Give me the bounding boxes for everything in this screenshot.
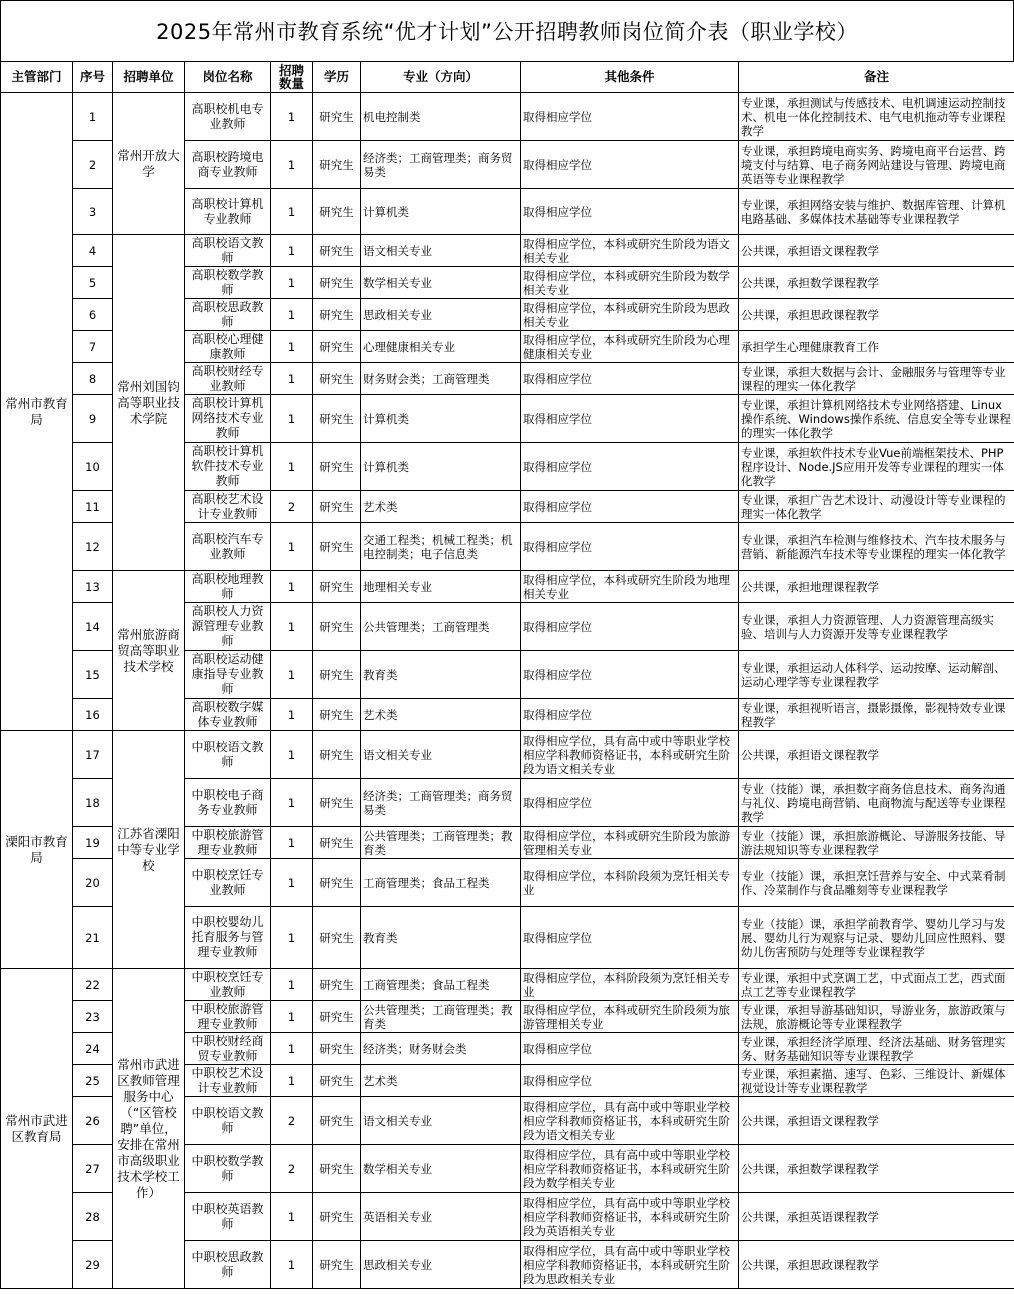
education: 研究生 <box>313 491 361 523</box>
major: 经济类；工商管理类；商务贸易类 <box>361 141 521 189</box>
hire-count: 2 <box>271 1145 313 1193</box>
education: 研究生 <box>313 1193 361 1241</box>
notes: 公共课，承担数学课程教学 <box>739 267 1014 299</box>
notes: 专业课，承担计算机网络技术专业网络搭建、Linux操作系统、Windows操作系统、信息安全等专业课程的理实一体化教学 <box>739 395 1014 443</box>
notes: 专业课，承担中式烹调工艺，中式面点工艺，西式面点工艺等专业课程教学 <box>739 969 1014 1001</box>
major: 交通工程类；机械工程类；机电控制类；电子信息类 <box>361 523 521 571</box>
education: 研究生 <box>313 267 361 299</box>
education: 研究生 <box>313 299 361 331</box>
education: 研究生 <box>313 1001 361 1033</box>
conditions: 取得相应学位 <box>521 779 739 827</box>
post-name: 高职校计算机专业教师 <box>185 189 271 235</box>
post-name: 中职校语文教师 <box>185 731 271 779</box>
header-major: 专业（方向） <box>361 62 521 93</box>
header-cond: 其他条件 <box>521 62 739 93</box>
header-note: 备注 <box>739 62 1014 93</box>
header-post: 岗位名称 <box>185 62 271 93</box>
major: 财务财会类；工商管理类 <box>361 363 521 395</box>
post-name: 高职校汽车专业教师 <box>185 523 271 571</box>
major: 艺术类 <box>361 699 521 731</box>
table-row <box>1 235 1014 267</box>
notes: 专业课，承担导游基础知识，导游业务，旅游政策与法规，旅游概论等专业课程教学 <box>739 1001 1014 1033</box>
row-number: 24 <box>73 1033 113 1065</box>
education: 研究生 <box>313 907 361 969</box>
major: 计算机类 <box>361 189 521 235</box>
conditions: 取得相应学位，具有高中或中等职业学校相应学科教师资格证书，本科或研究生阶段为语文相关专业 <box>521 1097 739 1145</box>
major: 语文相关专业 <box>361 1097 521 1145</box>
hire-count: 1 <box>271 859 313 907</box>
hire-count: 1 <box>271 1033 313 1065</box>
unit-cell: 常州旅游商贸高等职业技术学校 <box>113 571 185 731</box>
unit-cell: 常州刘国钧高等职业技术学院 <box>113 235 185 571</box>
post-name: 高职校财经专业教师 <box>185 363 271 395</box>
row-number: 10 <box>73 443 113 491</box>
hire-count: 1 <box>271 235 313 267</box>
conditions: 取得相应学位，本科或研究生阶段为思政相关专业 <box>521 299 739 331</box>
table-row <box>1 731 1014 779</box>
row-number: 20 <box>73 859 113 907</box>
major: 工商管理类；食品工程类 <box>361 859 521 907</box>
major: 公共管理类；工商管理类；教育类 <box>361 1001 521 1033</box>
header-unit: 招聘单位 <box>113 62 185 93</box>
post-name: 中职校语文教师 <box>185 1097 271 1145</box>
post-name: 中职校英语教师 <box>185 1193 271 1241</box>
row-number: 16 <box>73 699 113 731</box>
conditions: 取得相应学位，本科阶段须为烹饪相关专业 <box>521 969 739 1001</box>
notes: 专业课，承担汽车检测与维修技术、汽车技术服务与营销、新能源汽车技术等专业课程的理实一体化教学 <box>739 523 1014 571</box>
row-number: 8 <box>73 363 113 395</box>
post-name: 高职校思政教师 <box>185 299 271 331</box>
notes: 专业课，承担跨境电商实务、跨境电商平台运营、跨境支付与结算、电子商务网站建设与管理、跨境电商英语等专业课程教学 <box>739 141 1014 189</box>
unit-cell: 常州开放大学 <box>113 93 185 235</box>
conditions: 取得相应学位，本科或研究生阶段为数学相关专业 <box>521 267 739 299</box>
hire-count: 1 <box>271 731 313 779</box>
major: 语文相关专业 <box>361 731 521 779</box>
education: 研究生 <box>313 859 361 907</box>
education: 研究生 <box>313 395 361 443</box>
hire-count: 1 <box>271 969 313 1001</box>
row-number: 5 <box>73 267 113 299</box>
post-name: 高职校运动健康指导专业教师 <box>185 651 271 699</box>
notes: 专业课，承担经济学原理、经济法基础、财务管理实务、财务基础知识等专业课程教学 <box>739 1033 1014 1065</box>
conditions: 取得相应学位 <box>521 189 739 235</box>
conditions: 取得相应学位 <box>521 93 739 141</box>
education: 研究生 <box>313 779 361 827</box>
hire-count: 1 <box>271 523 313 571</box>
notes: 专业课，承担网络安装与维护、数据库管理、计算机电路基础、多媒体技术基础等专业课程教学 <box>739 189 1014 235</box>
hire-count: 1 <box>271 827 313 859</box>
education: 研究生 <box>313 443 361 491</box>
hire-count: 2 <box>271 1097 313 1145</box>
row-number: 2 <box>73 141 113 189</box>
major: 数学相关专业 <box>361 1145 521 1193</box>
major: 经济类；工商管理类；商务贸易类 <box>361 779 521 827</box>
education: 研究生 <box>313 1065 361 1097</box>
row-number: 11 <box>73 491 113 523</box>
post-name: 中职校思政教师 <box>185 1241 271 1289</box>
row-number: 14 <box>73 603 113 651</box>
notes: 承担学生心理健康教育工作 <box>739 331 1014 363</box>
post-name: 中职校烹饪专业教师 <box>185 859 271 907</box>
major: 地理相关专业 <box>361 571 521 603</box>
conditions: 取得相应学位 <box>521 699 739 731</box>
education: 研究生 <box>313 651 361 699</box>
table-row <box>1 571 1014 603</box>
row-number: 21 <box>73 907 113 969</box>
post-name: 高职校心理健康教师 <box>185 331 271 363</box>
education: 研究生 <box>313 363 361 395</box>
major: 工商管理类；食品工程类 <box>361 969 521 1001</box>
conditions: 取得相应学位 <box>521 651 739 699</box>
hire-count: 1 <box>271 907 313 969</box>
major: 公共管理类；工商管理类；教育类 <box>361 827 521 859</box>
post-name: 高职校计算机软件技术专业教师 <box>185 443 271 491</box>
major: 机电控制类 <box>361 93 521 141</box>
department-cell: 常州市教育局 <box>1 93 73 731</box>
major: 计算机类 <box>361 395 521 443</box>
education: 研究生 <box>313 235 361 267</box>
notes: 公共课，承担英语课程教学 <box>739 1193 1014 1241</box>
post-name: 高职校人力资源管理专业教师 <box>185 603 271 651</box>
conditions: 取得相应学位，具有高中或中等职业学校相应学科教师资格证书，本科或研究生阶段为语文相关专业 <box>521 731 739 779</box>
hire-count: 1 <box>271 93 313 141</box>
notes: 公共课，承担语文课程教学 <box>739 1097 1014 1145</box>
major: 计算机类 <box>361 443 521 491</box>
notes: 专业（技能）课，承担数字商务信息技术、商务沟通与礼仪、跨境电商营销、电商物流与配送等专业课程教学 <box>739 779 1014 827</box>
notes: 专业课，承担素描、速写、色彩、三维设计、新媒体视觉设计等专业课程教学 <box>739 1065 1014 1097</box>
conditions: 取得相应学位 <box>521 907 739 969</box>
hire-count: 1 <box>271 1001 313 1033</box>
unit-cell: 江苏省溧阳中等专业学校 <box>113 731 185 969</box>
conditions: 取得相应学位 <box>521 523 739 571</box>
major: 艺术类 <box>361 1065 521 1097</box>
major: 思政相关专业 <box>361 299 521 331</box>
notes: 公共课，承担地理课程教学 <box>739 571 1014 603</box>
table-row <box>1 93 1014 141</box>
education: 研究生 <box>313 1033 361 1065</box>
conditions: 取得相应学位，本科或研究生阶段为地理相关专业 <box>521 571 739 603</box>
conditions: 取得相应学位 <box>521 603 739 651</box>
hire-count: 1 <box>271 651 313 699</box>
post-name: 中职校数学教师 <box>185 1145 271 1193</box>
row-number: 15 <box>73 651 113 699</box>
education: 研究生 <box>313 331 361 363</box>
notes: 公共课，承担语文课程教学 <box>739 731 1014 779</box>
hire-count: 1 <box>271 395 313 443</box>
education: 研究生 <box>313 603 361 651</box>
row-number: 28 <box>73 1193 113 1241</box>
conditions: 取得相应学位 <box>521 363 739 395</box>
row-number: 3 <box>73 189 113 235</box>
notes: 专业课，承担视听语言，摄影摄像，影视特效专业课程教学 <box>739 699 1014 731</box>
notes: 公共课，承担数学课程教学 <box>739 1145 1014 1193</box>
notes: 专业课，承担人力资源管理、人力资源管理高级实验、培训与人力资源开发等专业课程教学 <box>739 603 1014 651</box>
education: 研究生 <box>313 141 361 189</box>
table-body <box>1 93 1014 1289</box>
major: 心理健康相关专业 <box>361 331 521 363</box>
hire-count: 1 <box>271 363 313 395</box>
row-number: 29 <box>73 1241 113 1289</box>
post-name: 高职校计算机网络技术专业教师 <box>185 395 271 443</box>
major: 艺术类 <box>361 491 521 523</box>
header-row <box>1 62 1014 93</box>
conditions: 取得相应学位，具有高中或中等职业学校相应学科教师资格证书，本科或研究生阶段为英语相关专业 <box>521 1193 739 1241</box>
conditions: 取得相应学位 <box>521 1033 739 1065</box>
post-name: 中职校电子商务专业教师 <box>185 779 271 827</box>
hire-count: 1 <box>271 779 313 827</box>
row-number: 27 <box>73 1145 113 1193</box>
education: 研究生 <box>313 731 361 779</box>
hire-count: 2 <box>271 491 313 523</box>
row-number: 4 <box>73 235 113 267</box>
hire-count: 1 <box>271 443 313 491</box>
recruitment-table <box>0 61 1014 1289</box>
row-number: 1 <box>73 93 113 141</box>
row-number: 9 <box>73 395 113 443</box>
notes: 专业课，承担大数据与会计、金融服务与管理等专业课程的理实一体化教学 <box>739 363 1014 395</box>
notes: 专业（技能）课，承担学前教育学、婴幼儿学习与发展、婴幼儿行为观察与记录、婴幼儿回应性照料、婴幼儿伤害预防与处理等专业课程教学 <box>739 907 1014 969</box>
department-cell: 溧阳市教育局 <box>1 731 73 969</box>
hire-count: 1 <box>271 299 313 331</box>
education: 研究生 <box>313 1145 361 1193</box>
education: 研究生 <box>313 827 361 859</box>
hire-count: 1 <box>271 1193 313 1241</box>
post-name: 高职校艺术设计专业教师 <box>185 491 271 523</box>
post-name: 中职校艺术设计专业教师 <box>185 1065 271 1097</box>
row-number: 17 <box>73 731 113 779</box>
hire-count: 1 <box>271 1065 313 1097</box>
hire-count: 1 <box>271 141 313 189</box>
education: 研究生 <box>313 93 361 141</box>
table-row <box>1 969 1014 1001</box>
post-name: 中职校旅游管理专业教师 <box>185 827 271 859</box>
education: 研究生 <box>313 699 361 731</box>
post-name: 中职校旅游管理专业教师 <box>185 1001 271 1033</box>
row-number: 7 <box>73 331 113 363</box>
header-num: 招聘数量 <box>271 62 313 93</box>
notes: 公共课，承担思政课程教学 <box>739 1241 1014 1289</box>
row-number: 19 <box>73 827 113 859</box>
row-number: 13 <box>73 571 113 603</box>
hire-count: 1 <box>271 571 313 603</box>
notes: 公共课，承担语文课程教学 <box>739 235 1014 267</box>
hire-count: 1 <box>271 267 313 299</box>
page-title: 2025年常州市教育系统“优才计划”公开招聘教师岗位简介表（职业学校） <box>0 0 1014 61</box>
notes: 专业课，承担运动人体科学、运动按摩、运动解剖、运动心理学等专业课程教学 <box>739 651 1014 699</box>
notes: 公共课，承担思政课程教学 <box>739 299 1014 331</box>
conditions: 取得相应学位，本科或研究生阶段为语文相关专业 <box>521 235 739 267</box>
education: 研究生 <box>313 1241 361 1289</box>
hire-count: 1 <box>271 331 313 363</box>
education: 研究生 <box>313 969 361 1001</box>
row-number: 12 <box>73 523 113 571</box>
row-number: 6 <box>73 299 113 331</box>
major: 公共管理类；工商管理类 <box>361 603 521 651</box>
notes: 专业课，承担软件技术专业Vue前端框架技术、PHP程序设计、Node.JS应用开发等专业课程的理实一体化教学 <box>739 443 1014 491</box>
hire-count: 1 <box>271 189 313 235</box>
conditions: 取得相应学位 <box>521 443 739 491</box>
post-name: 高职校数字媒体专业教师 <box>185 699 271 731</box>
hire-count: 1 <box>271 699 313 731</box>
notes: 专业（技能）课，承担旅游概论、导游服务技能、导游法规知识等专业课程教学 <box>739 827 1014 859</box>
education: 研究生 <box>313 571 361 603</box>
conditions: 取得相应学位，本科或研究生阶段须为旅游管理相关专业 <box>521 1001 739 1033</box>
post-name: 中职校财经商贸专业教师 <box>185 1033 271 1065</box>
header-no: 序号 <box>73 62 113 93</box>
major: 教育类 <box>361 907 521 969</box>
row-number: 22 <box>73 969 113 1001</box>
notes: 专业（技能）课，承担烹饪营养与安全、中式菜肴制作、冷菜制作与食品雕刻等专业课程教学 <box>739 859 1014 907</box>
conditions: 取得相应学位，具有高中或中等职业学校相应学科教师资格证书，本科或研究生阶段为思政相关专业 <box>521 1241 739 1289</box>
conditions: 取得相应学位 <box>521 395 739 443</box>
header-dept: 主管部门 <box>1 62 73 93</box>
major: 教育类 <box>361 651 521 699</box>
row-number: 23 <box>73 1001 113 1033</box>
major: 经济类；财务财会类 <box>361 1033 521 1065</box>
hire-count: 1 <box>271 1241 313 1289</box>
row-number: 26 <box>73 1097 113 1145</box>
department-cell: 常州市武进区教育局 <box>1 969 73 1289</box>
conditions: 取得相应学位，本科阶段须为烹饪相关专业 <box>521 859 739 907</box>
row-number: 18 <box>73 779 113 827</box>
conditions: 取得相应学位，本科或研究生阶段为旅游管理相关专业 <box>521 827 739 859</box>
education: 研究生 <box>313 1097 361 1145</box>
conditions: 取得相应学位，具有高中或中等职业学校相应学科教师资格证书，本科或研究生阶段为数学相关专业 <box>521 1145 739 1193</box>
row-number: 25 <box>73 1065 113 1097</box>
major: 思政相关专业 <box>361 1241 521 1289</box>
conditions: 取得相应学位 <box>521 1065 739 1097</box>
post-name: 中职校婴幼儿托育服务与管理专业教师 <box>185 907 271 969</box>
post-name: 高职校数学教师 <box>185 267 271 299</box>
conditions: 取得相应学位 <box>521 141 739 189</box>
post-name: 高职校语文教师 <box>185 235 271 267</box>
post-name: 中职校烹饪专业教师 <box>185 969 271 1001</box>
post-name: 高职校跨境电商专业教师 <box>185 141 271 189</box>
major: 英语相关专业 <box>361 1193 521 1241</box>
conditions: 取得相应学位，本科或研究生阶段为心理健康相关专业 <box>521 331 739 363</box>
conditions: 取得相应学位 <box>521 491 739 523</box>
hire-count: 1 <box>271 603 313 651</box>
post-name: 高职校地理教师 <box>185 571 271 603</box>
education: 研究生 <box>313 189 361 235</box>
notes: 专业课，承担测试与传感技术、电机调速运动控制技术、机电一体化控制技术、电气电机拖动等专业课程教学 <box>739 93 1014 141</box>
notes: 专业课，承担广告艺术设计、动漫设计等专业课程的理实一体化教学 <box>739 491 1014 523</box>
unit-cell: 常州市武进区教师管理服务中心（“区管校聘”单位，安排在常州市高级职业技术学校工作） <box>113 969 185 1289</box>
post-name: 高职校机电专业教师 <box>185 93 271 141</box>
major: 数学相关专业 <box>361 267 521 299</box>
education: 研究生 <box>313 523 361 571</box>
major: 语文相关专业 <box>361 235 521 267</box>
header-edu: 学历 <box>313 62 361 93</box>
